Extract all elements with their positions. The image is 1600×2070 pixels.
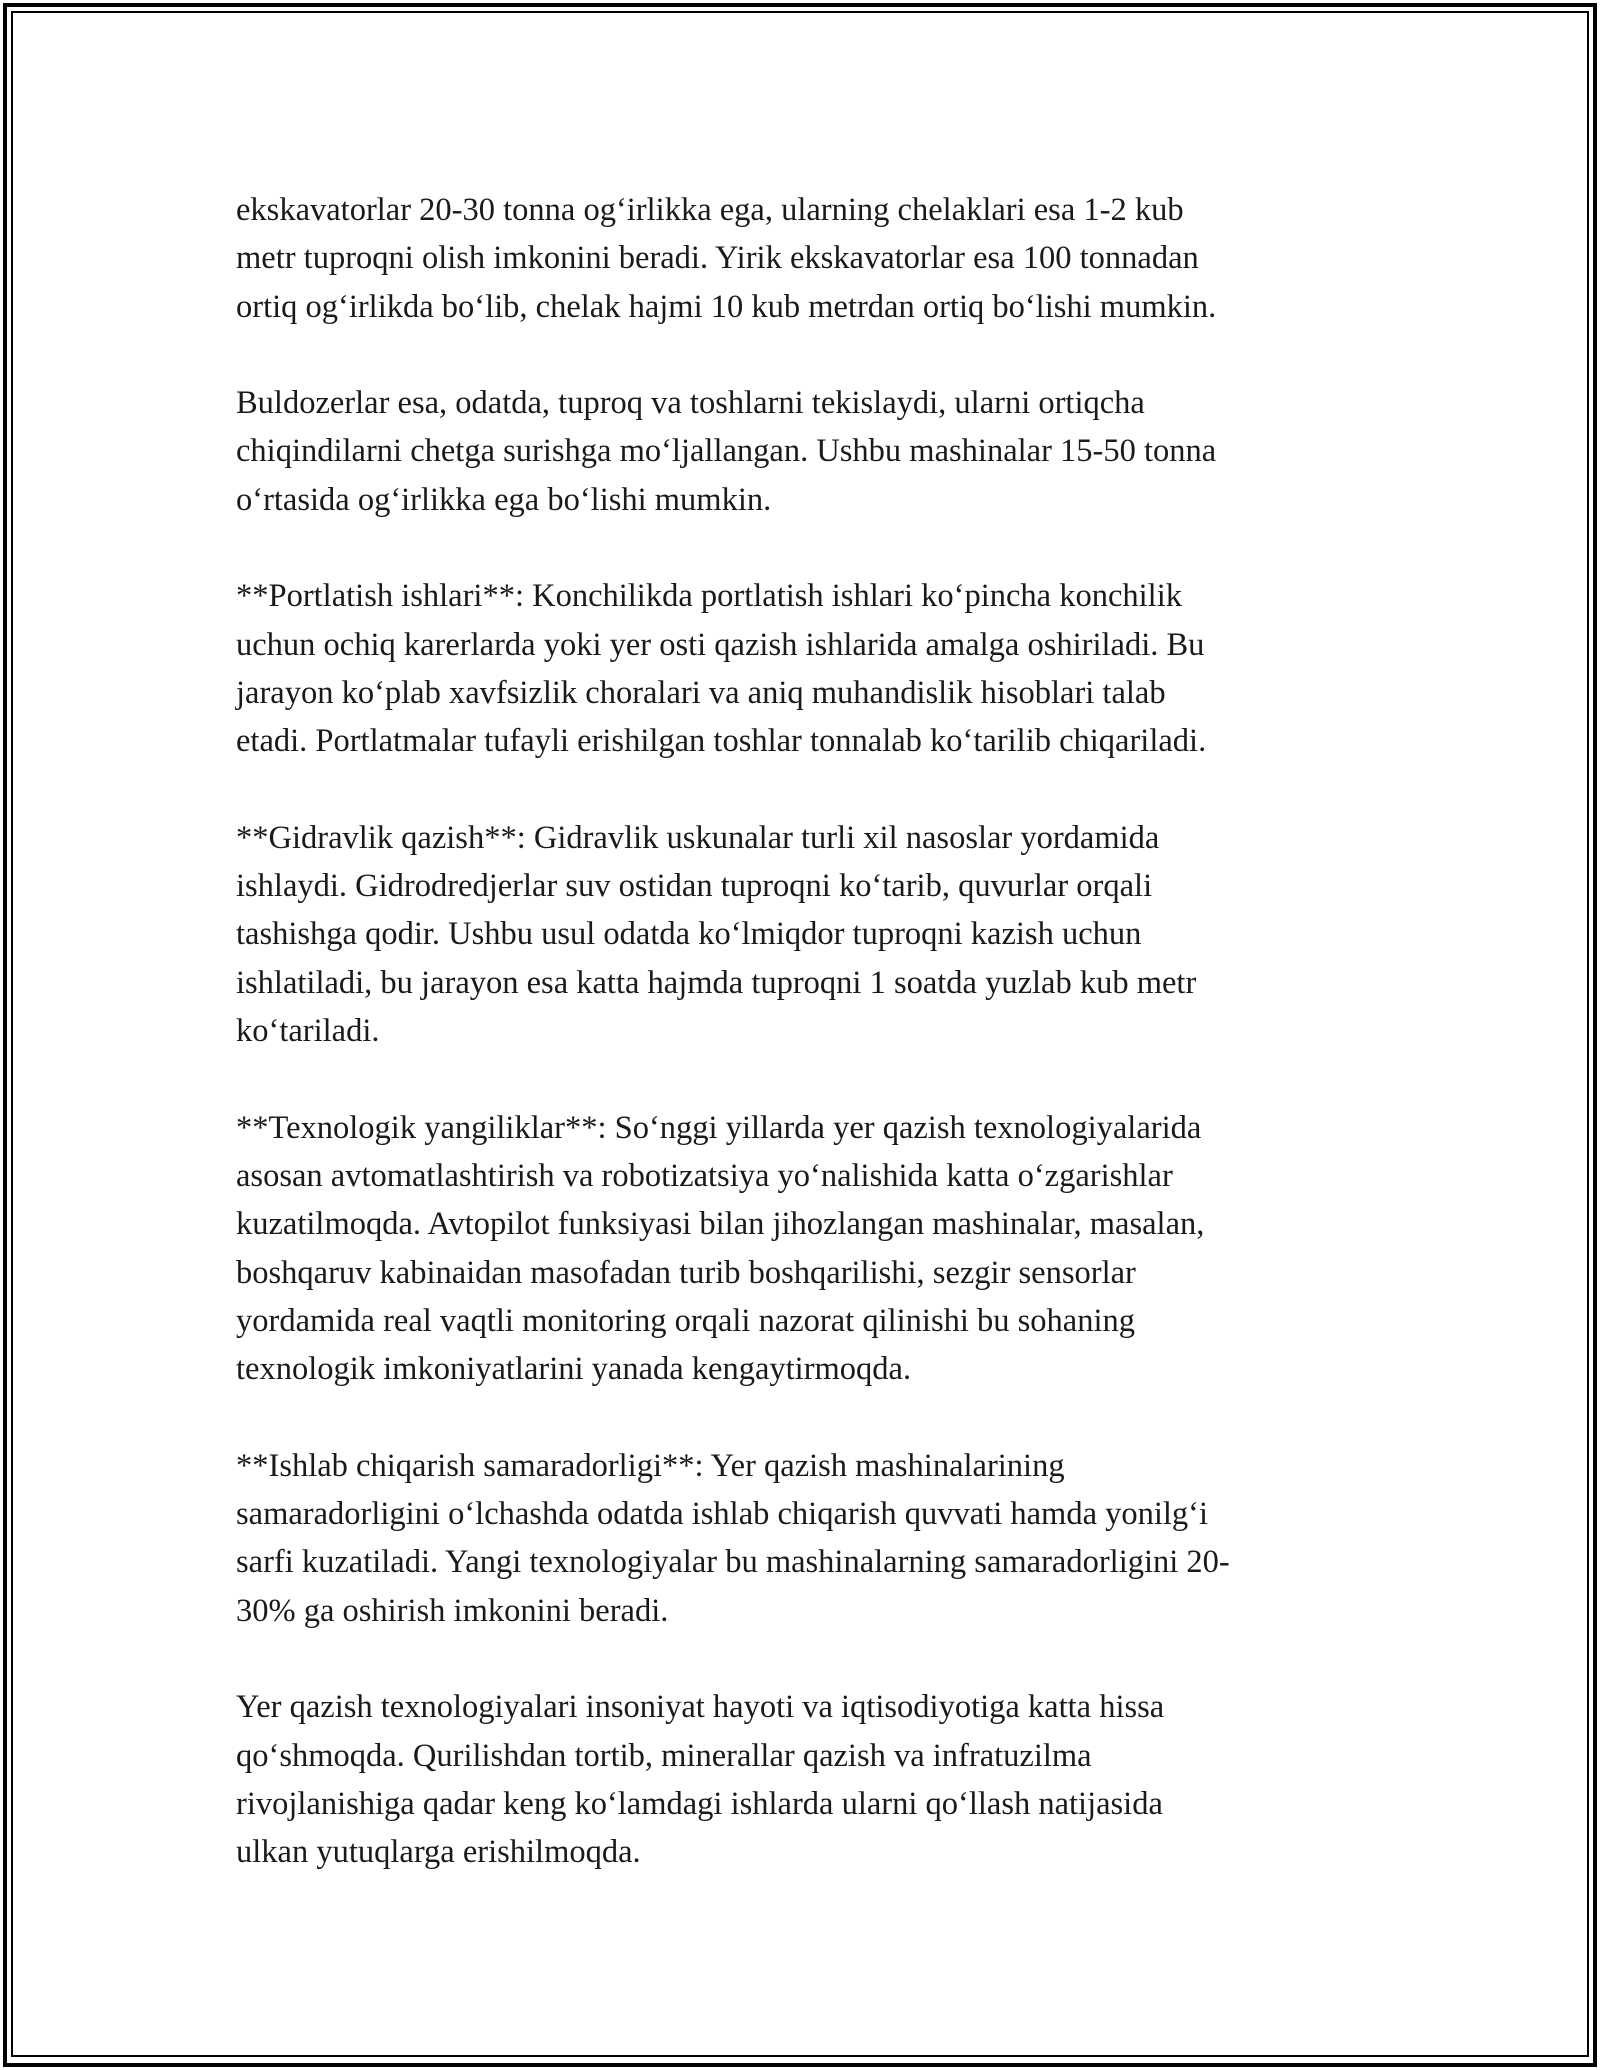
paragraph-conclusion: Yer qazish texnologiyalari insoniyat hayoti va iqtisodiyotiga katta hissa qo‘shmoqda. Qurilishdan tortib, minerallar qazish va infratuzilma rivojlanishiga qadar keng ko‘lamdagi ishlarda ularni qo‘llash natijasida ulkan yutuqlarga erishilmoqda. [236, 1689, 1165, 1871]
paragraph-tech-innovations: **Texnologik yangiliklar**: So‘nggi yillarda yer qazish texnologiyalarida asosan avtomatlashtirish va robotizatsiya yo‘nalishida katta o‘zgarishlar kuzatilmoqda. Avtopilot funksiyasi bilan jihozlangan mashinalar, masalan, boshqaruv kabinaidan masofadan turib boshqarilishi, sezgir sensorlar yordamida real vaqtli monitoring orqali nazorat qilinishi bu sohaning texnologik imkoniyatlarini yanada kengaytirmoqda. [236, 1109, 1205, 1388]
paragraph-excavators: ekskavatorlar 20-30 tonna og‘irlikka ega, ularning chelaklari esa 1-2 kub metr tuproqni olish imkonini beradi. Yirik ekskavatorlar esa 100 tonnadan ortiq og‘irlikda bo‘lib, chelak hajmi 10 kub metrdan ortiq bo‘lishi mumkin. [236, 192, 1217, 325]
document-body [236, 186, 1386, 1925]
paragraph-production-efficiency: **Ishlab chiqarish samaradorligi**: Yer qazish mashinalarining samaradorligini o‘lchashda odatda ishlab chiqarish quvvati hamda yonilg‘i sarfi kuzatiladi. Yangi texnologiyalar bu mashinalarning samaradorligini 20- 30% ga oshirish imkonini beradi. [236, 1447, 1230, 1629]
paragraph-bulldozers: Buldozerlar esa, odatda, tuproq va toshlarni tekislaydi, ularni ortiqcha chiqindilarni chetga surishga mo‘ljallangan. Ushbu mashinalar 15-50 tonna o‘rtasida og‘irlikka ega bo‘lishi mumkin. [236, 385, 1217, 518]
paragraph-blasting: **Portlatish ishlari**: Konchilikda portlatish ishlari ko‘pincha konchilik uchun ochiq karerlarda yoki yer osti qazish ishlarida amalga oshiriladi. Bu jarayon ko‘plab xavfsizlik choralari va aniq muhandislik hisoblari talab etadi. Portlatmalar tufayli erishilgan toshlar tonnalab ko‘tarilib chiqariladi. [236, 578, 1207, 760]
paragraph-hydraulic-digging: **Gidravlik qazish**: Gidravlik uskunalar turli xil nasoslar yordamida ishlaydi. Gidrodredjerlar suv ostidan tuproqni ko‘tarib, quvurlar orqali tashishga qodir. Ushbu usul odatda ko‘lmiqdor tuproqni kazish uchun ishlatiladi, bu jarayon esa katta hajmda tuproqni 1 soatda yuzlab kub metr ko‘tariladi. [236, 819, 1197, 1050]
